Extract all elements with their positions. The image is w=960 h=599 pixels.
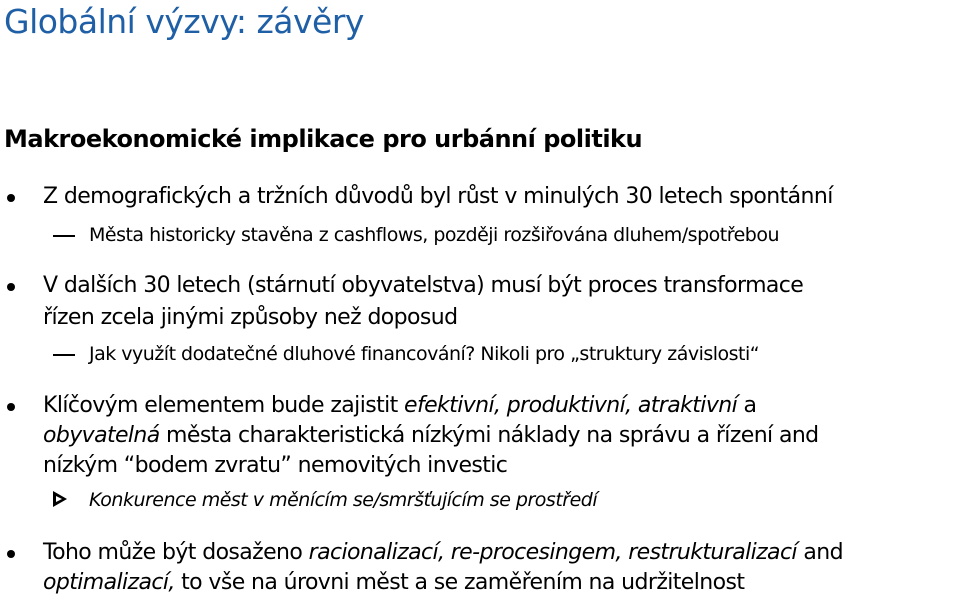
bullet-4-line-1-italic: racionalizací, re-procesingem, restrukturalizací: [308, 540, 797, 565]
bullet-3-line-2: [43, 421, 819, 451]
bullet-1-text: Z demografických a tržních důvodů byl růst v minulých 30 letech spontánní: [43, 184, 833, 209]
bullet-dot: [7, 283, 15, 291]
bullet-4-line-1-start: Toho může být dosaženo: [43, 540, 309, 565]
bullet-3-sub: [89, 487, 597, 513]
bullet-2-sub: Jak využít dodatečné dluhové financování? Nikoli pro „struktury závislosti“: [89, 343, 760, 365]
dash-marker: [53, 354, 75, 356]
bullet-4-line-1: [43, 538, 843, 568]
bullet-4-line-2: [43, 568, 744, 598]
bullet-3-line-1-start: Klíčovým elementem bude zajistit: [43, 393, 405, 418]
bullet-dot: [7, 194, 15, 202]
bullet-2-line-1: V dalších 30 letech (stárnutí obyvatelstva) musí být proces transformace: [43, 273, 804, 298]
bullet-3-sub-italic: Konkurence měst v měnícím se/smršťujícím se prostředí: [89, 489, 598, 511]
bullet-4-line-1-end: and: [796, 540, 843, 565]
bullet-4-line-2-italic: optimalizací,: [43, 570, 175, 595]
bullet-3-line-2-italic: obyvatelná: [43, 423, 160, 448]
bullet-2-line-2: řízen zcela jinými způsoby než doposud: [43, 305, 458, 330]
bullet-1-sub: Města historicky stavěna z cashflows, později rozšiřována dluhem/spotřebou: [89, 224, 780, 246]
bullet-dot: [7, 403, 15, 411]
bullet-3-line-1-end: a: [737, 393, 757, 418]
bullet-dot: [7, 550, 15, 558]
section-heading: Makroekonomické implikace pro urbánní politiku: [4, 125, 643, 153]
arrowhead-icon: [52, 490, 68, 508]
bullet-3-line-2-rest: města charakteristická nízkými náklady na správu a řízení and: [159, 423, 819, 448]
bullet-4-line-2-rest: to vše na úrovni měst a se zaměřením na udržitelnost: [174, 570, 745, 595]
bullet-3-line-1-italic: efektivní, produktivní, atraktivní: [404, 393, 738, 418]
bullet-3-line-3: nízkým “bodem zvratu” nemovitých investic: [43, 453, 508, 478]
slide-title: Globální výzvy: závěry: [4, 2, 364, 41]
bullet-3-line-1: [43, 391, 756, 421]
dash-marker: [53, 235, 75, 237]
